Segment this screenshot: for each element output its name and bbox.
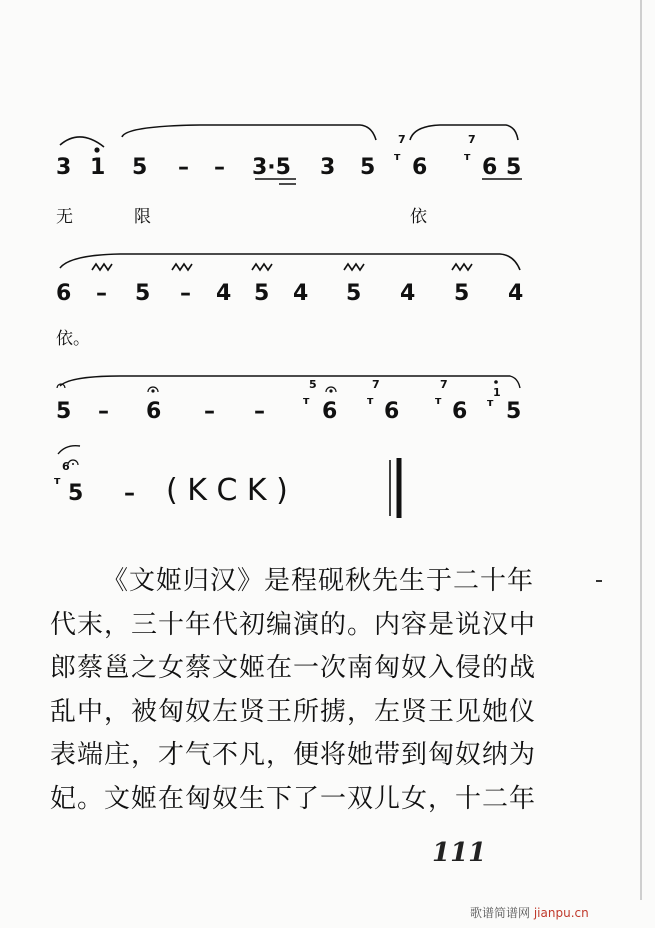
grace-mark: ᴛ (435, 394, 442, 407)
dash-hold: – (96, 281, 107, 306)
note-6: 6 (56, 281, 72, 306)
note-6: 6 (482, 155, 498, 180)
lyric-char: 无 (56, 207, 73, 227)
note-5: 5 (454, 281, 470, 306)
watermark-latin: jianpu.cn (533, 906, 589, 920)
grace-note: 7 (468, 133, 476, 146)
dash-hold: – (178, 155, 189, 180)
grace-note: 5 (309, 378, 317, 391)
note-3-dot-5: 3·5 (252, 155, 291, 180)
grace-mark: ᴛ (54, 474, 61, 487)
note-5: 5 (506, 155, 522, 180)
text-line: 郎蔡邕之女蔡文姬在一次南匈奴入侵的战 (50, 653, 537, 683)
grace-mark: ᴛ (464, 150, 471, 163)
margin-mark (596, 580, 602, 582)
note-6: 6 (452, 399, 468, 424)
grace-mark: ᴛ (367, 394, 374, 407)
note-5: 5 (132, 155, 148, 180)
dash-hold: – (124, 481, 135, 506)
note-5: 5 (346, 281, 362, 306)
lyric-char: 限 (134, 207, 151, 227)
lyric-char: 依。 (56, 329, 90, 349)
note-4: 4 (293, 281, 309, 306)
note-4: 4 (508, 281, 524, 306)
dash-hold: – (204, 399, 215, 424)
text-line: 《文姬归汉》是程砚秋先生于二十年 (102, 566, 535, 596)
note-6: 6 (146, 399, 162, 424)
note-4: 4 (400, 281, 416, 306)
trill-marks (92, 264, 472, 270)
dash-hold: – (254, 399, 265, 424)
grace-mark: ᴛ (487, 396, 494, 409)
text-line: 妃。文姬在匈奴生下了一双儿女，十二年 (50, 783, 537, 814)
dash-hold: – (214, 155, 225, 180)
note-3: 3 (56, 155, 72, 180)
note-5: 5 (506, 399, 522, 424)
fermata-marks (57, 384, 336, 392)
grace-note: 6 (62, 460, 70, 473)
dash-hold: – (98, 399, 109, 424)
note-6: 6 (322, 399, 338, 424)
watermark (470, 904, 589, 921)
grace-note: 7 (372, 378, 380, 391)
note-5: 5 (360, 155, 376, 180)
page-edge-rule (640, 0, 642, 900)
high-octave-dot (94, 147, 99, 152)
note-5: 5 (56, 399, 72, 424)
dash-hold: – (180, 281, 191, 306)
page-number: 111 (432, 838, 487, 868)
note-6: 6 (412, 155, 428, 180)
body-text (50, 560, 550, 821)
grace-note: 7 (440, 378, 448, 391)
grace-note: 1 (493, 386, 501, 399)
grace-mark: ᴛ (303, 394, 310, 407)
text-line: 表端庄，才气不凡，便将她带到匈奴纳为 (50, 740, 537, 770)
text-line: 代末，三十年代初编演的。内容是说汉中 (50, 609, 537, 640)
note-5: 5 (68, 481, 84, 506)
lyric-char: 依 (410, 207, 427, 227)
note-6: 6 (384, 399, 400, 424)
text-line: 乱中，被匈奴左贤王所掳，左贤王见她仪 (50, 696, 537, 727)
note-3: 3 (320, 155, 336, 180)
grace-mark: ᴛ (394, 150, 401, 163)
note-5: 5 (254, 281, 270, 306)
note-4: 4 (216, 281, 232, 306)
note-1-high: 1 (90, 155, 106, 180)
percussion-kck: ( K C K ) (166, 473, 288, 508)
watermark-cn: 歌谱简谱网 (470, 906, 531, 920)
note-5: 5 (135, 281, 151, 306)
grace-note: 7 (398, 133, 406, 146)
